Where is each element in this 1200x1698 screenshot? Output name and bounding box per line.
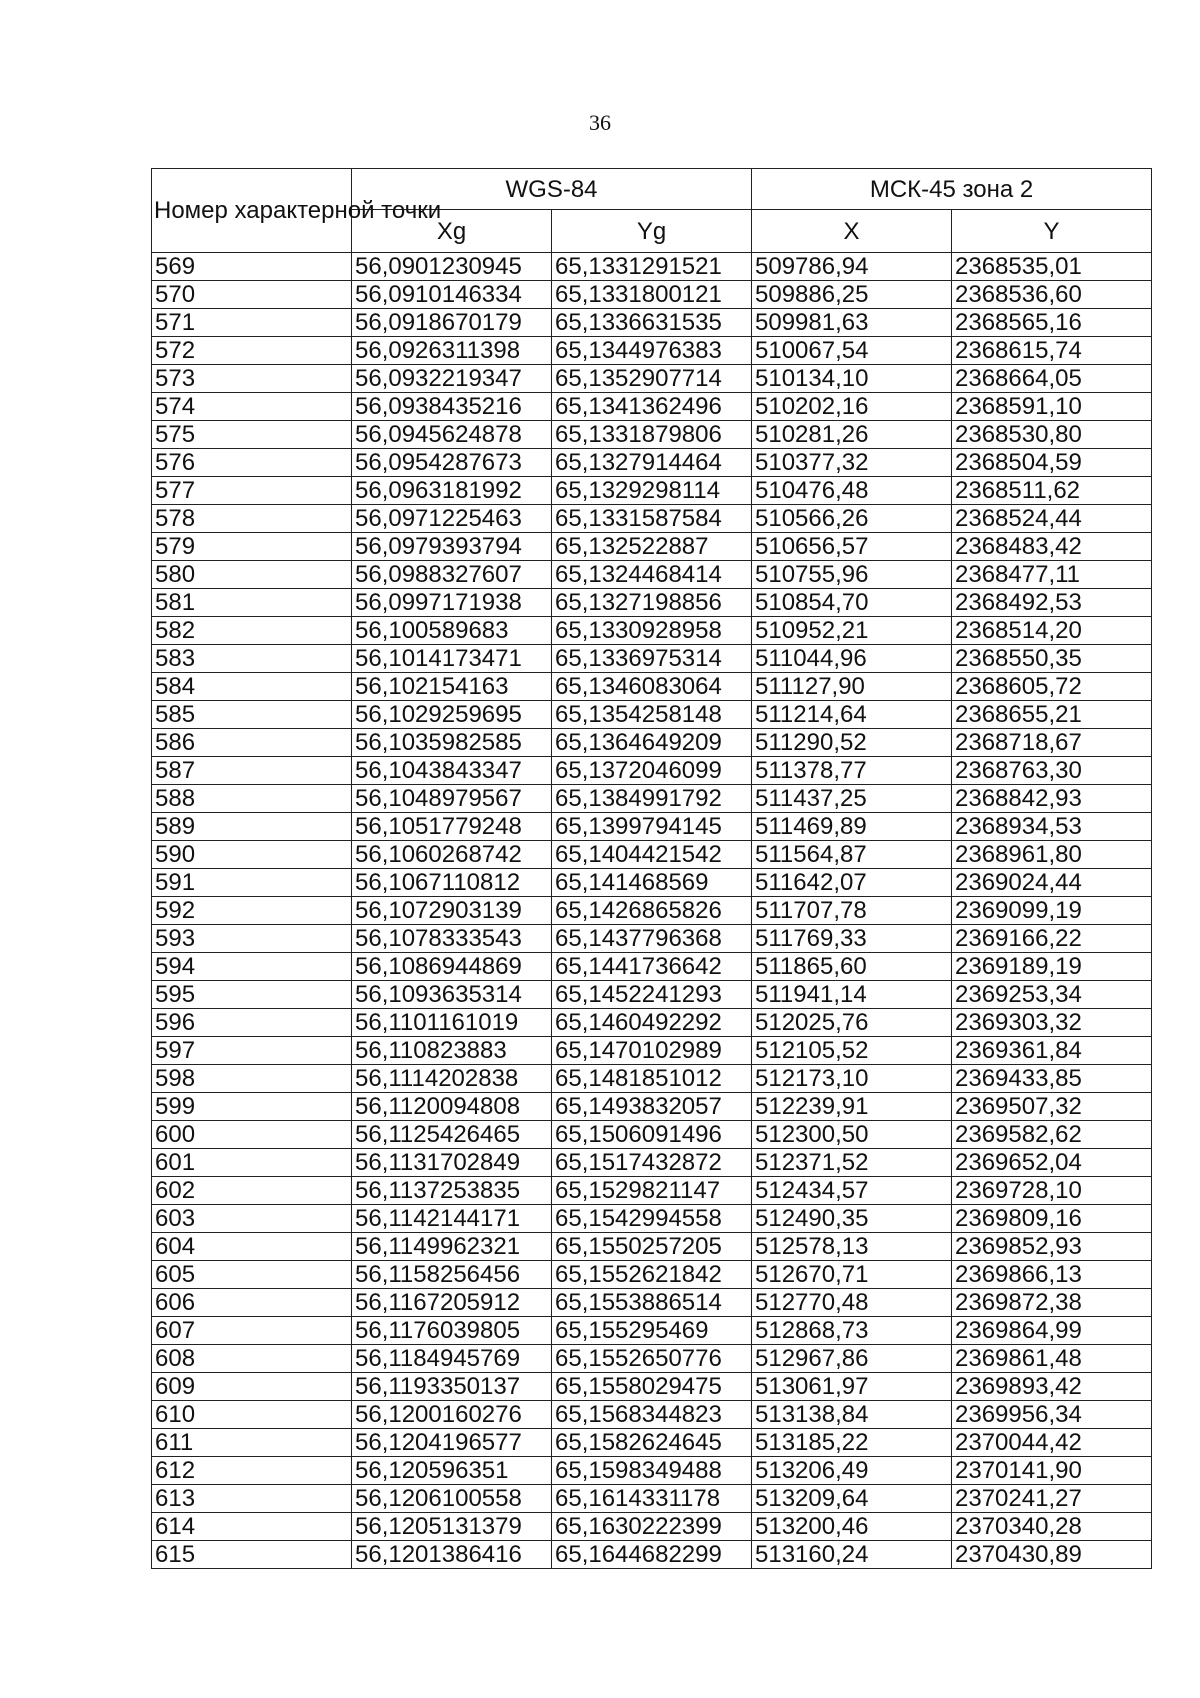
x-cell: 513209,64 [752,1485,952,1513]
y-cell: 2368492,53 [952,589,1152,617]
xg-cell: 56,1125426465 [352,1121,552,1149]
x-cell: 512239,91 [752,1093,952,1121]
coordinates-table [151,168,1152,1569]
y-cell: 2369253,34 [952,981,1152,1009]
xg-cell: 56,0938435216 [352,393,552,421]
x-cell: 513138,84 [752,1401,952,1429]
point-number-cell: 578 [152,505,352,533]
yg-cell: 65,1331879806 [552,421,752,449]
y-cell: 2368511,62 [952,477,1152,505]
xg-cell: 56,1206100558 [352,1485,552,1513]
xg-cell: 56,1067110812 [352,869,552,897]
y-cell: 2368591,10 [952,393,1152,421]
yg-cell: 65,1404421542 [552,841,752,869]
y-cell: 2369893,42 [952,1373,1152,1401]
table-row [152,1541,1152,1569]
xg-cell: 56,1114202838 [352,1065,552,1093]
yg-cell: 65,1364649209 [552,729,752,757]
x-cell: 513061,97 [752,1373,952,1401]
xg-cell: 56,1184945769 [352,1345,552,1373]
xg-cell: 56,0932219347 [352,365,552,393]
point-number-cell: 602 [152,1177,352,1205]
point-number-header: Номер характерной точки [152,169,352,253]
y-column-header: Y [952,210,1152,253]
xg-cell: 56,1101161019 [352,1009,552,1037]
page-number: 36 [589,110,611,135]
table-row [152,281,1152,309]
table-row [152,589,1152,617]
yg-cell: 65,1437796368 [552,925,752,953]
xg-cell: 56,1201386416 [352,1541,552,1569]
y-cell: 2368530,80 [952,421,1152,449]
x-cell: 511437,25 [752,785,952,813]
table-row [152,1093,1152,1121]
x-cell: 511127,90 [752,673,952,701]
point-number-cell: 591 [152,869,352,897]
point-number-cell: 600 [152,1121,352,1149]
xg-cell: 56,1035982585 [352,729,552,757]
point-number-cell: 569 [152,253,352,281]
point-number-cell: 592 [152,897,352,925]
xg-cell: 56,1014173471 [352,645,552,673]
x-cell: 512770,48 [752,1289,952,1317]
x-cell: 511769,33 [752,925,952,953]
x-cell: 511044,96 [752,645,952,673]
table-row [152,1009,1152,1037]
yg-cell: 65,1336975314 [552,645,752,673]
y-cell: 2369864,99 [952,1317,1152,1345]
xg-cell: 56,1204196577 [352,1429,552,1457]
xg-cell: 56,1086944869 [352,953,552,981]
x-cell: 511564,87 [752,841,952,869]
y-cell: 2368504,59 [952,449,1152,477]
table-row [152,1485,1152,1513]
y-cell: 2368664,05 [952,365,1152,393]
y-cell: 2368655,21 [952,701,1152,729]
point-number-cell: 570 [152,281,352,309]
table-row [152,617,1152,645]
yg-cell: 65,1550257205 [552,1233,752,1261]
point-number-cell: 599 [152,1093,352,1121]
table-row [152,1373,1152,1401]
point-number-cell: 615 [152,1541,352,1569]
xg-cell: 56,1078333543 [352,925,552,953]
xg-cell: 56,1167205912 [352,1289,552,1317]
xg-cell: 56,1149962321 [352,1233,552,1261]
xg-cell: 56,1131702849 [352,1149,552,1177]
y-cell: 2368477,11 [952,561,1152,589]
point-number-cell: 584 [152,673,352,701]
point-number-cell: 598 [152,1065,352,1093]
y-cell: 2368524,44 [952,505,1152,533]
yg-cell: 65,1344976383 [552,337,752,365]
y-cell: 2369582,62 [952,1121,1152,1149]
table-row [152,1513,1152,1541]
yg-cell: 65,1552621842 [552,1261,752,1289]
table-row [152,701,1152,729]
x-cell: 512434,57 [752,1177,952,1205]
x-cell: 510952,21 [752,617,952,645]
point-number-cell: 612 [152,1457,352,1485]
x-cell: 511865,60 [752,953,952,981]
table-row [152,1177,1152,1205]
point-number-cell: 597 [152,1037,352,1065]
point-number-cell: 575 [152,421,352,449]
y-cell: 2370241,27 [952,1485,1152,1513]
y-cell: 2368550,35 [952,645,1152,673]
y-cell: 2368961,80 [952,841,1152,869]
yg-cell: 65,1542994558 [552,1205,752,1233]
y-cell: 2368615,74 [952,337,1152,365]
x-cell: 512490,35 [752,1205,952,1233]
yg-cell: 65,1331291521 [552,253,752,281]
xg-cell: 56,0945624878 [352,421,552,449]
x-cell: 509786,94 [752,253,952,281]
x-cell: 512173,10 [752,1065,952,1093]
yg-cell: 65,1331800121 [552,281,752,309]
y-cell: 2368535,01 [952,253,1152,281]
x-cell: 511214,64 [752,701,952,729]
x-cell: 510134,10 [752,365,952,393]
table-row [152,1233,1152,1261]
y-cell: 2369433,85 [952,1065,1152,1093]
point-number-cell: 587 [152,757,352,785]
x-cell: 511290,52 [752,729,952,757]
point-number-cell: 580 [152,561,352,589]
xg-cell: 56,0971225463 [352,505,552,533]
table-row [152,253,1152,281]
x-cell: 513206,49 [752,1457,952,1485]
table-row [152,1429,1152,1457]
y-cell: 2369861,48 [952,1345,1152,1373]
yg-cell: 65,1553886514 [552,1289,752,1317]
table-row [152,1205,1152,1233]
y-cell: 2369189,19 [952,953,1152,981]
x-cell: 510476,48 [752,477,952,505]
yg-cell: 65,1330928958 [552,617,752,645]
table-row [152,813,1152,841]
point-number-cell: 594 [152,953,352,981]
table-row [152,785,1152,813]
y-cell: 2368842,93 [952,785,1152,813]
x-cell: 510566,26 [752,505,952,533]
x-cell: 512025,76 [752,1009,952,1037]
x-cell: 512300,50 [752,1121,952,1149]
table-row [152,309,1152,337]
yg-cell: 65,1341362496 [552,393,752,421]
y-cell: 2368718,67 [952,729,1152,757]
point-number-cell: 614 [152,1513,352,1541]
x-cell: 510067,54 [752,337,952,365]
x-cell: 510377,32 [752,449,952,477]
y-cell: 2369507,32 [952,1093,1152,1121]
yg-cell: 65,1506091496 [552,1121,752,1149]
table-row [152,477,1152,505]
table-row [152,365,1152,393]
xg-cell: 56,0926311398 [352,337,552,365]
table-row [152,953,1152,981]
point-number-cell: 590 [152,841,352,869]
x-cell: 512105,52 [752,1037,952,1065]
table-row [152,1037,1152,1065]
y-cell: 2368483,42 [952,533,1152,561]
point-number-cell: 588 [152,785,352,813]
x-cell: 510281,26 [752,421,952,449]
point-number-cell: 589 [152,813,352,841]
table-row [152,421,1152,449]
x-cell: 511378,77 [752,757,952,785]
x-cell: 512578,13 [752,1233,952,1261]
yg-cell: 65,1352907714 [552,365,752,393]
xg-cell: 56,1051779248 [352,813,552,841]
x-cell: 513200,46 [752,1513,952,1541]
y-cell: 2370430,89 [952,1541,1152,1569]
y-cell: 2369303,32 [952,1009,1152,1037]
x-cell: 513185,22 [752,1429,952,1457]
table-row [152,841,1152,869]
table-row [152,393,1152,421]
yg-cell: 65,1568344823 [552,1401,752,1429]
y-cell: 2369166,22 [952,925,1152,953]
yg-cell: 65,1384991792 [552,785,752,813]
xg-cell: 56,1048979567 [352,785,552,813]
x-cell: 512967,86 [752,1345,952,1373]
y-cell: 2369024,44 [952,869,1152,897]
xg-cell: 56,1205131379 [352,1513,552,1541]
y-cell: 2369956,34 [952,1401,1152,1429]
xg-cell: 56,110823883 [352,1037,552,1065]
point-number-cell: 610 [152,1401,352,1429]
point-number-cell: 577 [152,477,352,505]
yg-cell: 65,1324468414 [552,561,752,589]
table-row [152,533,1152,561]
table-row [152,869,1152,897]
x-cell: 510202,16 [752,393,952,421]
xg-cell: 56,0954287673 [352,449,552,477]
y-cell: 2368565,16 [952,309,1152,337]
x-cell: 510854,70 [752,589,952,617]
xg-cell: 56,1029259695 [352,701,552,729]
wgs84-header: WGS-84 [352,169,752,210]
yg-cell: 65,1644682299 [552,1541,752,1569]
xg-column-header: Xg [352,210,552,253]
xg-cell: 56,1193350137 [352,1373,552,1401]
point-number-cell: 613 [152,1485,352,1513]
table-row [152,981,1152,1009]
point-number-cell: 574 [152,393,352,421]
yg-cell: 65,1331587584 [552,505,752,533]
table-row [152,897,1152,925]
point-number-cell: 595 [152,981,352,1009]
yg-cell: 65,1327914464 [552,449,752,477]
point-number-cell: 606 [152,1289,352,1317]
x-column-header: X [752,210,952,253]
yg-cell: 65,155295469 [552,1317,752,1345]
xg-cell: 56,1093635314 [352,981,552,1009]
table-row [152,645,1152,673]
table-row [152,1457,1152,1485]
yg-cell: 65,1582624645 [552,1429,752,1457]
x-cell: 512868,73 [752,1317,952,1345]
table-row [152,1065,1152,1093]
yg-cell: 65,1493832057 [552,1093,752,1121]
xg-cell: 56,1137253835 [352,1177,552,1205]
y-cell: 2370141,90 [952,1457,1152,1485]
xg-cell: 56,1176039805 [352,1317,552,1345]
y-cell: 2369809,16 [952,1205,1152,1233]
table-row [152,505,1152,533]
xg-cell: 56,1043843347 [352,757,552,785]
y-cell: 2369652,04 [952,1149,1152,1177]
y-cell: 2369099,19 [952,897,1152,925]
yg-cell: 65,1598349488 [552,1457,752,1485]
yg-cell: 65,1552650776 [552,1345,752,1373]
y-cell: 2368763,30 [952,757,1152,785]
table-row [152,925,1152,953]
y-cell: 2368536,60 [952,281,1152,309]
table-body [152,253,1152,1569]
table-row [152,1289,1152,1317]
x-cell: 513160,24 [752,1541,952,1569]
x-cell: 510656,57 [752,533,952,561]
x-cell: 511707,78 [752,897,952,925]
y-cell: 2369872,38 [952,1289,1152,1317]
yg-cell: 65,1372046099 [552,757,752,785]
point-number-cell: 586 [152,729,352,757]
x-cell: 512670,71 [752,1261,952,1289]
point-number-cell: 607 [152,1317,352,1345]
y-cell: 2368514,20 [952,617,1152,645]
table-row [152,1345,1152,1373]
table-row [152,729,1152,757]
point-number-cell: 601 [152,1149,352,1177]
yg-cell: 65,1336631535 [552,309,752,337]
point-number-cell: 608 [152,1345,352,1373]
point-number-cell: 579 [152,533,352,561]
yg-cell: 65,1426865826 [552,897,752,925]
point-number-cell: 573 [152,365,352,393]
yg-cell: 65,1346083064 [552,673,752,701]
table-row [152,757,1152,785]
table-row [152,561,1152,589]
xg-cell: 56,1200160276 [352,1401,552,1429]
point-number-cell: 609 [152,1373,352,1401]
xg-cell: 56,0963181992 [352,477,552,505]
yg-cell: 65,1481851012 [552,1065,752,1093]
point-number-cell: 583 [152,645,352,673]
x-cell: 509886,25 [752,281,952,309]
x-cell: 510755,96 [752,561,952,589]
y-cell: 2369361,84 [952,1037,1152,1065]
xg-cell: 56,100589683 [352,617,552,645]
msk45-header: МСК-45 зона 2 [752,169,1152,210]
yg-cell: 65,1327198856 [552,589,752,617]
yg-cell: 65,1329298114 [552,477,752,505]
yg-cell: 65,1354258148 [552,701,752,729]
point-number-cell: 581 [152,589,352,617]
xg-cell: 56,120596351 [352,1457,552,1485]
y-cell: 2370340,28 [952,1513,1152,1541]
table-row [152,1317,1152,1345]
table-row [152,449,1152,477]
xg-cell: 56,1120094808 [352,1093,552,1121]
table-row [152,1261,1152,1289]
yg-cell: 65,1452241293 [552,981,752,1009]
xg-cell: 56,1158256456 [352,1261,552,1289]
point-number-cell: 611 [152,1429,352,1457]
xg-cell: 56,102154163 [352,673,552,701]
y-cell: 2369852,93 [952,1233,1152,1261]
yg-cell: 65,132522887 [552,533,752,561]
x-cell: 511642,07 [752,869,952,897]
point-number-cell: 582 [152,617,352,645]
y-cell: 2369866,13 [952,1261,1152,1289]
table-row [152,1121,1152,1149]
xg-cell: 56,0979393794 [352,533,552,561]
point-number-cell: 604 [152,1233,352,1261]
xg-cell: 56,1142144171 [352,1205,552,1233]
yg-cell: 65,141468569 [552,869,752,897]
point-number-cell: 603 [152,1205,352,1233]
xg-cell: 56,0997171938 [352,589,552,617]
y-cell: 2370044,42 [952,1429,1152,1457]
table-header [152,169,1152,253]
xg-cell: 56,0910146334 [352,281,552,309]
point-number-cell: 572 [152,337,352,365]
table-row [152,337,1152,365]
yg-cell: 65,1529821147 [552,1177,752,1205]
xg-cell: 56,0988327607 [352,561,552,589]
point-number-cell: 596 [152,1009,352,1037]
point-number-cell: 593 [152,925,352,953]
yg-cell: 65,1517432872 [552,1149,752,1177]
xg-cell: 56,0901230945 [352,253,552,281]
yg-cell: 65,1460492292 [552,1009,752,1037]
x-cell: 511469,89 [752,813,952,841]
yg-cell: 65,1558029475 [552,1373,752,1401]
x-cell: 509981,63 [752,309,952,337]
table-row [152,1149,1152,1177]
yg-cell: 65,1470102989 [552,1037,752,1065]
xg-cell: 56,1072903139 [352,897,552,925]
yg-cell: 65,1399794145 [552,813,752,841]
xg-cell: 56,0918670179 [352,309,552,337]
yg-cell: 65,1441736642 [552,953,752,981]
y-cell: 2368934,53 [952,813,1152,841]
y-cell: 2369728,10 [952,1177,1152,1205]
y-cell: 2368605,72 [952,673,1152,701]
point-number-cell: 585 [152,701,352,729]
x-cell: 512371,52 [752,1149,952,1177]
xg-cell: 56,1060268742 [352,841,552,869]
x-cell: 511941,14 [752,981,952,1009]
point-number-cell: 576 [152,449,352,477]
yg-cell: 65,1614331178 [552,1485,752,1513]
table-row [152,673,1152,701]
point-number-cell: 571 [152,309,352,337]
yg-column-header: Yg [552,210,752,253]
point-number-cell: 605 [152,1261,352,1289]
table-row [152,1401,1152,1429]
yg-cell: 65,1630222399 [552,1513,752,1541]
